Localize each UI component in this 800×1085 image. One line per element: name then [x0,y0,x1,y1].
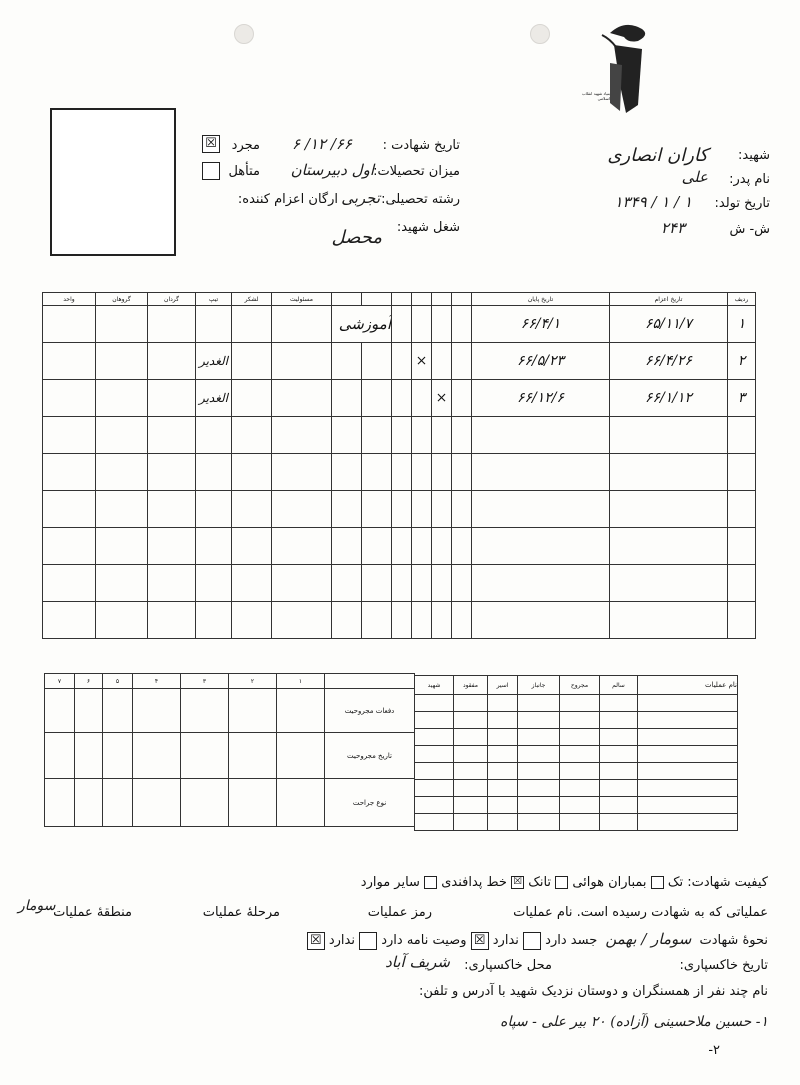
cell [272,306,332,343]
injuries-table [44,673,415,827]
col-header: تاریخ اعزام [610,293,728,306]
quality-label: کیفیت شهادت: تک [667,875,768,890]
table-row [43,491,756,528]
table-row [43,565,756,602]
table-row [45,779,415,827]
air-checkbox[interactable] [555,876,568,889]
col-header: ۲ [229,674,277,689]
cell [43,380,96,417]
other-checkbox[interactable] [424,876,437,889]
body-none-label: ندارد [492,933,519,948]
cell [412,380,432,417]
table-row [43,417,756,454]
will-none-label: ندارد [328,933,355,948]
end-date: ۶۶/۱۲/۶ [472,380,610,417]
option-air: بمباران هوائی [572,875,647,890]
cell [332,343,362,380]
cell: × [432,380,452,417]
training-note: آموزشی [332,306,392,343]
row-number: ۲ [728,343,756,380]
field-label: رشته تحصیلی: [381,192,460,207]
col-header [432,293,452,306]
friend-1: ۱- حسین ملاحسینی (آزاده) ۲۰ بیر علی - سپاه [500,1014,768,1030]
brigade-value: الغدیر [196,380,232,417]
col-header [362,293,392,306]
end-date: ۶۶/۴/۱ [472,306,610,343]
option-defense: خط پدافندی [441,875,507,890]
cell [452,343,472,380]
col-header: ۱ [277,674,325,689]
deployments-table [42,292,756,639]
how-line [307,930,768,950]
col-header [392,293,412,306]
operations-header-row [415,676,738,695]
table-row [45,733,415,779]
col-header [452,293,472,306]
table-row [415,780,738,797]
row-label: نوع جراحت [325,779,415,827]
option-other: سایر موارد [360,875,420,890]
end-date: ۶۶/۵/۲۳ [472,343,610,380]
row-number: ۱ [728,306,756,343]
id-number-value: ۲۴۳ [660,219,685,237]
foundation-logo [580,15,660,115]
table-row [415,797,738,814]
col-header: شهید [415,676,454,695]
table-row [43,306,756,343]
martyr-name-label: شهید: [737,148,770,163]
married-checkbox[interactable] [202,162,220,180]
col-header: اسیر [488,676,518,695]
row-number: ۳ [728,380,756,417]
cell [232,380,272,417]
col-header: جانباز [518,676,560,695]
cell [96,343,148,380]
father-name-label: نام پدر: [729,172,770,187]
cell [362,343,392,380]
table-row [43,602,756,639]
birth-date-label: تاریخ تولد: [714,196,770,211]
option-tank: تانک [528,875,552,890]
martyrdom-date-label: تاریخ شهادت : [382,138,460,153]
will-none-checkbox[interactable]: ☒ [307,932,325,950]
col-header: سالم [600,676,638,695]
table-row [415,695,738,712]
col-header: ردیف [728,293,756,306]
job-label: شغل شهید: [396,220,460,235]
logo-caption: بنیاد شهید انقلاب اسلامی [582,91,610,101]
col-header: ۴ [133,674,181,689]
id-number-label: ش- ش [729,222,770,237]
friends-line: نام چند نفر از همسنگران و دوستان نزدیک شهید با آدرس و تلفن: [419,984,768,999]
injuries-header-row [45,674,415,689]
cell [148,380,196,417]
job-value: محصل [331,227,382,248]
cell [272,343,332,380]
cell [232,306,272,343]
stage-label: مرحلهٔ عملیات [202,905,280,920]
cell [43,306,96,343]
deployments-header-row [43,293,756,306]
row-label: تاریخ مجروحیت [325,733,415,779]
cell [148,306,196,343]
will-has-checkbox[interactable] [359,932,377,950]
single-checkbox[interactable]: ☒ [202,135,220,153]
single-shot-checkbox[interactable] [651,876,664,889]
punch-hole [234,24,254,44]
brigade-value: الغدیر [196,343,232,380]
start-date: ۶۶/۴/۲۶ [610,343,728,380]
birth-date-value: ۱ / ۱ / ۱۳۴۹ [614,193,692,211]
start-date: ۶۶/۱/۱۲ [610,380,728,417]
col-header [325,674,415,689]
married-label: متأهل [228,164,260,179]
table-row [415,746,738,763]
body-has-label: جسد دارد [545,933,598,948]
cell [332,380,362,417]
col-header: مجروح [560,676,600,695]
education-label: میزان تحصیلات: [373,164,460,179]
col-header: ۷ [45,674,75,689]
burial-place-value: شریف آباد [385,953,450,971]
will-has-label: وصیت نامه دارد [381,933,467,948]
table-row [415,763,738,780]
cell [452,306,472,343]
col-header: مسئولیت [272,293,332,306]
row-label: دفعات مجروحیت [325,689,415,733]
table-row [415,814,738,831]
col-header [412,293,432,306]
photo-box [50,108,176,256]
cell [412,306,432,343]
cell: × [412,343,432,380]
cell [232,343,272,380]
burial-date-label: تاریخ خاکسپاری: [679,958,768,973]
punch-hole [530,24,550,44]
field-value: تجربی [341,189,380,207]
table-row [43,343,756,380]
col-header: ۶ [75,674,103,689]
cell [452,380,472,417]
code-label: رمز عملیات [367,905,432,920]
single-label: مجرد [231,138,260,153]
cell [362,380,392,417]
cell [196,306,232,343]
col-header: تاریخ پایان [472,293,610,306]
body-none-checkbox[interactable]: ☒ [471,932,489,950]
martyrdom-date-value: ۶۶/ ۱۲/ ۶ [292,135,352,153]
cell [392,306,412,343]
col-header [332,293,362,306]
body-has-checkbox[interactable] [523,932,541,950]
col-header: لشکر [232,293,272,306]
operations-table [414,675,738,831]
table-row [43,454,756,491]
cell [96,306,148,343]
dispatcher-label: ارگان اعزام کننده: [237,192,338,207]
cell [432,343,452,380]
cell [148,343,196,380]
zone-value: سومار [18,898,56,914]
table-row [45,689,415,733]
cell [432,306,452,343]
start-date: ۶۵/۱۱/۷ [610,306,728,343]
friend-2: ۲- [708,1043,720,1058]
quality-line [361,875,768,890]
col-header: ۳ [181,674,229,689]
how-value: سومار / بهمن [605,930,692,948]
col-header: واحد [43,293,96,306]
operation-line: عملیاتی که به شهادت رسیده است. نام عملیات [513,905,768,920]
col-header: تیپ [196,293,232,306]
col-header: نام عملیات [638,676,738,695]
col-header: ۵ [103,674,133,689]
father-name-value: علی [681,168,708,186]
table-row [43,380,756,417]
zone-label: منطقهٔ عملیات [53,905,132,920]
martyr-name-value: کاران انصاری [607,145,708,166]
burial-place-label: محل خاکسپاری: [464,958,552,973]
table-row [415,729,738,746]
table-row [43,528,756,565]
col-header: مفقود [454,676,488,695]
col-header: گردان [148,293,196,306]
table-row [415,712,738,729]
cell [96,380,148,417]
cell [272,380,332,417]
defense-checkbox[interactable]: ☒ [511,876,524,889]
col-header: گروهان [96,293,148,306]
cell [392,343,412,380]
how-label: نحوهٔ شهادت [699,933,768,948]
cell [392,380,412,417]
education-value: اول دبیرستان [290,161,374,179]
cell [43,343,96,380]
